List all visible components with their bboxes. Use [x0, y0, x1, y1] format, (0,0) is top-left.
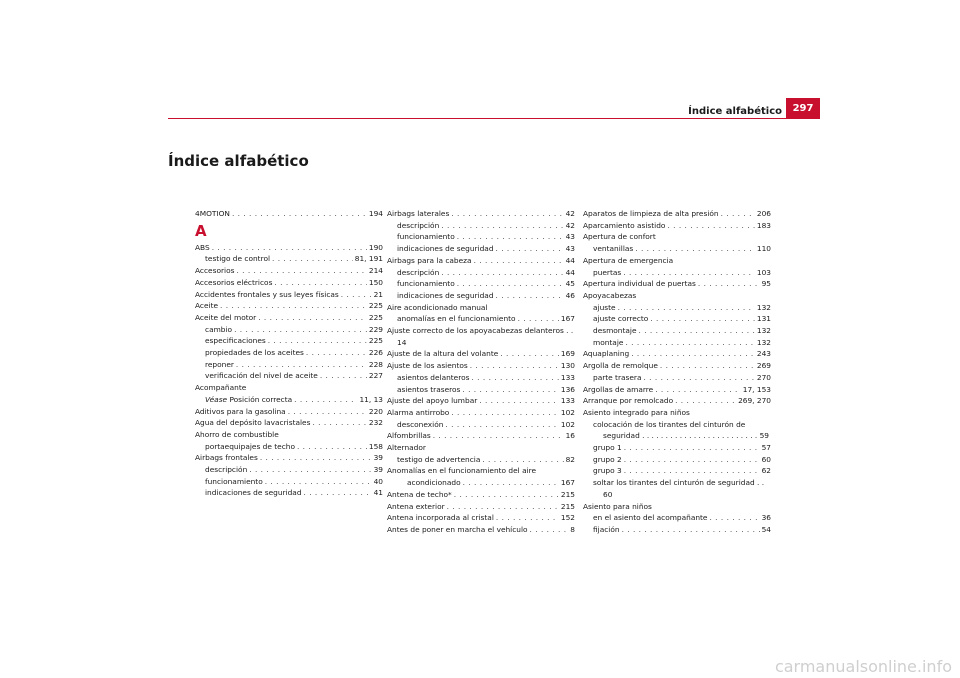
dot-leader [236, 359, 367, 371]
entry-page-ref: 16 [565, 431, 575, 441]
entry-text: fijación [593, 524, 620, 534]
entry-page-ref: 130 [560, 361, 575, 371]
entry-page-ref: 43 [565, 244, 575, 254]
dot-leader [297, 441, 367, 453]
index-entry [387, 430, 575, 442]
index-entry [583, 255, 771, 267]
index-entry [195, 429, 383, 441]
index-subentry [583, 465, 771, 477]
dot-leader [341, 289, 372, 301]
index-entry [387, 489, 575, 501]
index-entry [387, 407, 575, 419]
index-subentry [387, 243, 575, 255]
dot-leader [496, 290, 564, 302]
entry-page-ref: 57 [761, 443, 771, 453]
dot-leader [698, 278, 760, 290]
entry-text: Argollas de amarre [583, 384, 654, 394]
entry-page-ref: 269, 270 [738, 396, 771, 406]
entry-text: ajuste correcto [593, 314, 649, 324]
entry-page-ref: 169 [560, 349, 575, 359]
entry-text: Apertura de emergencia [583, 255, 674, 265]
index-entry [195, 208, 383, 220]
entry-text: Antena incorporada al cristal [387, 513, 494, 523]
index-entry [195, 452, 383, 464]
entry-text: Airbags para la cabeza [387, 255, 472, 265]
index-entry [387, 442, 575, 454]
entry-text: Accesorios [195, 266, 235, 276]
index-entry [583, 407, 771, 419]
entry-page-ref: 132 [756, 326, 771, 336]
dot-leader [304, 487, 372, 499]
dot-leader [643, 372, 754, 384]
dot-leader [496, 243, 564, 255]
dot-leader [306, 347, 367, 359]
entry-page-ref: 39 [373, 453, 383, 463]
index-subentry [583, 302, 771, 314]
entry-page-ref: 167 [560, 314, 575, 324]
index-entry [583, 231, 771, 243]
entry-text: en el asiento del acompañante [593, 513, 708, 523]
index-subentry [195, 253, 383, 265]
entry-text: portaequipajes de techo [205, 441, 295, 451]
dot-leader [234, 324, 367, 336]
entry-page-ref: 43 [565, 232, 575, 242]
index-entry [195, 289, 383, 301]
index-subentry [195, 370, 383, 382]
entry-page-ref: 225 [368, 312, 383, 322]
dot-leader [457, 231, 564, 243]
index-entry [583, 360, 771, 372]
entry-page-ref: 102 [560, 407, 575, 417]
index-subentry [387, 290, 575, 302]
entry-page-ref: 136 [560, 384, 575, 394]
index-entry [387, 302, 575, 314]
dot-leader [463, 477, 559, 489]
entry-page-ref: 11, 13 [359, 394, 383, 404]
entry-text: colocación de los tirantes del cinturón de seguridad [593, 419, 746, 441]
entry-text: montaje [593, 337, 624, 347]
index-subentry [195, 441, 383, 453]
dot-leader [709, 512, 759, 524]
entry-text: indicaciones de seguridad [397, 290, 494, 300]
dot-leader [288, 406, 367, 418]
entry-text: Aceite del motor [195, 312, 257, 322]
entry-text: grupo 2 [593, 454, 622, 464]
entry-text: ventanillas [593, 244, 634, 254]
entry-text: Acompañante [195, 383, 247, 393]
dot-leader [500, 348, 559, 360]
index-entry [583, 220, 771, 232]
footer-watermark: carmanualsonline.info [774, 657, 952, 676]
entry-text: Arranque por remolcado [583, 396, 674, 406]
entry-page-ref: 133 [560, 372, 575, 382]
running-header-title: Índice alfabético [688, 106, 782, 117]
index-subentry [387, 384, 575, 396]
entry-text: Aditivos para la gasolina [195, 406, 286, 416]
dot-leader [624, 442, 760, 454]
entry-text: Ajuste de los asientos [387, 361, 468, 371]
entry-text: Argolla de remolque [583, 361, 658, 371]
entry-text: soltar los tirantes del cinturón de seguridad . . 60 [593, 478, 765, 499]
index-subentry [583, 243, 771, 255]
dot-leader [470, 360, 559, 372]
index-subentry [583, 267, 771, 279]
index-column-3 [583, 208, 771, 536]
entry-page-ref: 227 [368, 371, 383, 381]
entry-page-ref: 54 [761, 524, 771, 534]
dot-leader [457, 278, 564, 290]
dot-leader [265, 476, 372, 488]
entry-text: funcionamiento [205, 476, 263, 486]
entry-page-ref: 131 [756, 314, 771, 324]
index-entry [195, 300, 383, 312]
page-number-badge: 297 [786, 98, 820, 119]
dot-leader [441, 267, 563, 279]
dot-leader [474, 255, 564, 267]
index-subentry [387, 231, 575, 243]
entry-text: Aquaplaning [583, 349, 630, 359]
dot-leader [451, 208, 563, 220]
entry-page-ref: 41 [373, 488, 383, 498]
entry-text: grupo 3 [593, 466, 622, 476]
entry-page-ref: 44 [565, 255, 575, 265]
dot-leader [530, 524, 569, 536]
entry-text: acondicionado [407, 478, 461, 488]
dot-leader [482, 454, 563, 466]
entry-text: descripción [205, 465, 248, 475]
entry-page-ref: 220 [368, 406, 383, 416]
index-subentry [195, 394, 383, 406]
entry-text: anomalías en el funcionamiento [397, 314, 516, 324]
dot-leader [433, 430, 564, 442]
entry-text: Apertura individual de puertas [583, 279, 696, 289]
index-entry [195, 242, 383, 254]
entry-page-ref: 270 [756, 372, 771, 382]
entry-page-ref: 40 [373, 476, 383, 486]
entry-text: Ajuste correcto de los apoyacabezas delanteros . . 14 [387, 326, 574, 347]
dot-leader [249, 464, 371, 476]
dot-leader [675, 395, 736, 407]
entry-text: Accesorios eléctricos [195, 277, 273, 287]
index-subentry [583, 419, 771, 442]
entry-page-ref: 226 [368, 348, 383, 358]
index-entry [195, 417, 383, 429]
index-subentry [387, 278, 575, 290]
dot-leader [639, 325, 755, 337]
dot-leader [667, 220, 754, 232]
entry-text: Alfombrillas [387, 431, 431, 441]
entry-page-ref: 8 [570, 524, 575, 534]
dot-leader [635, 243, 755, 255]
dot-leader [462, 384, 558, 396]
index-subentry [583, 313, 771, 325]
entry-page-ref: 133 [560, 396, 575, 406]
index-entry [583, 278, 771, 290]
dot-leader [624, 465, 760, 477]
entry-text: Anomalías en el funcionamiento del aire [387, 466, 537, 476]
index-entry [387, 208, 575, 220]
dot-leader [471, 372, 558, 384]
entry-page-ref: 21 [373, 289, 383, 299]
dot-leader [624, 454, 760, 466]
entry-page-ref: 194 [368, 209, 383, 218]
entry-text: puertas [593, 267, 622, 277]
index-letter-heading: A [195, 221, 207, 240]
index-subentry [387, 313, 575, 325]
dot-leader [496, 512, 559, 524]
index-subentry [195, 359, 383, 371]
entry-page-ref: 42 [565, 209, 575, 218]
index-entry [387, 501, 575, 513]
entry-text: Ajuste del apoyo lumbar [387, 396, 478, 406]
entry-page-ref: 17, 153 [742, 384, 771, 394]
index-subentry [387, 220, 575, 232]
dot-leader [479, 395, 559, 407]
entry-text: testigo de control [205, 254, 271, 264]
entry-text: Aceite [195, 301, 219, 311]
dot-leader [268, 335, 367, 347]
entry-text: Airbags frontales [195, 453, 258, 463]
entry-page-ref: 39 [373, 465, 383, 475]
dot-leader [445, 419, 558, 431]
entry-text: Agua del depósito lavacristales [195, 418, 311, 428]
dot-leader [274, 277, 366, 289]
entry-page-ref: 102 [560, 419, 575, 429]
dot-leader [258, 312, 367, 324]
dot-leader [260, 452, 372, 464]
dot-leader [655, 384, 741, 396]
entry-text: asientos delanteros [397, 372, 470, 382]
entry-page-ref: 158 [368, 441, 383, 451]
entry-page-ref: 214 [368, 266, 383, 276]
index-entry [583, 384, 771, 396]
dot-leader [212, 242, 367, 254]
index-subentry [583, 372, 771, 384]
dot-leader [721, 208, 755, 220]
index-subentry [583, 442, 771, 454]
dot-leader [447, 501, 559, 513]
entry-text: parte trasera [593, 372, 642, 382]
entry-page-ref: 44 [565, 267, 575, 277]
index-subentry [195, 347, 383, 359]
index-subentry [583, 337, 771, 349]
dot-leader [622, 524, 760, 536]
entry-page-ref: 167 [560, 478, 575, 488]
index-entry [387, 348, 575, 360]
entry-page-ref: 45 [565, 279, 575, 289]
entry-text: desconexión [397, 419, 444, 429]
entry-text: Apoyacabezas [583, 290, 637, 300]
see-reference-prefix: Véase [205, 394, 228, 404]
index-subentry [387, 477, 575, 489]
index-entry [387, 255, 575, 267]
index-subentry [583, 524, 771, 536]
entry-text: Aparcamiento asistido [583, 220, 666, 230]
entry-page-ref: 215 [560, 501, 575, 511]
dot-leader [236, 265, 366, 277]
index-subentry [387, 267, 575, 279]
entry-page-ref: 132 [756, 302, 771, 312]
entry-text: desmontaje [593, 326, 637, 336]
entry-text: Accidentes frontales y sus leyes físicas [195, 289, 339, 299]
index-entry [387, 395, 575, 407]
dot-leader [441, 220, 563, 232]
entry-page-ref: 232 [368, 418, 383, 428]
entry-text: Asiento para niños [583, 501, 652, 511]
entry-text: funcionamiento [397, 232, 455, 242]
entry-text: Alarma antirrobo [387, 407, 450, 417]
index-entry [195, 277, 383, 289]
entry-page-ref: 150 [368, 277, 383, 287]
dot-leader [625, 337, 754, 349]
entry-page-ref: 183 [756, 220, 771, 230]
index-subentry [583, 512, 771, 524]
entry-page-ref: 132 [756, 337, 771, 347]
index-entry [387, 465, 575, 477]
dot-leader [294, 394, 357, 406]
entry-page-ref: 269 [756, 361, 771, 371]
entry-text: Ahorro de combustible [195, 429, 279, 439]
entry-page-ref: 229 [368, 324, 383, 334]
entry-page-ref: 81, 191 [354, 254, 383, 264]
entry-text: reponer [205, 359, 234, 369]
entry-page-ref: 103 [756, 267, 771, 277]
index-subentry [195, 464, 383, 476]
index-subentry [195, 324, 383, 336]
entry-text: Antena de techo* [387, 489, 452, 499]
dot-leader: . . . . . . . . . . . . . . . . . . . . . . . . . [639, 431, 760, 441]
dot-leader [312, 417, 366, 429]
dot-leader [320, 370, 367, 382]
dot-leader [618, 302, 755, 314]
entry-text: Alternador [387, 443, 426, 453]
entry-page-ref: 225 [368, 336, 383, 346]
dot-leader [232, 208, 367, 220]
dot-leader [454, 489, 559, 501]
entry-page-ref: 243 [756, 349, 771, 359]
entry-page-ref: 110 [756, 244, 771, 254]
entry-text: verificación del nivel de aceite [205, 371, 318, 381]
index-subentry [387, 454, 575, 466]
entry-text: Aire acondicionado manual [387, 302, 488, 312]
index-entry [195, 265, 383, 277]
entry-text: asientos traseros [397, 384, 461, 394]
entry-text: descripción [397, 220, 440, 230]
entry-page-ref: 206 [756, 209, 771, 218]
entry-text: ajuste [593, 302, 616, 312]
entry-text: Antes de poner en marcha el vehículo [387, 524, 528, 534]
entry-text: funcionamiento [397, 279, 455, 289]
entry-page-ref: 228 [368, 359, 383, 369]
dot-leader [660, 360, 755, 372]
entry-page-ref: 42 [565, 220, 575, 230]
entry-text: Ajuste de la altura del volante [387, 349, 499, 359]
entry-text: especificaciones [205, 336, 266, 346]
index-entry [195, 406, 383, 418]
index-subentry [387, 419, 575, 431]
dot-leader [623, 267, 755, 279]
dot-leader [272, 253, 353, 265]
index-entry [195, 312, 383, 324]
index-subentry [387, 372, 575, 384]
entry-text: Asiento integrado para niños [583, 407, 690, 417]
entry-text [205, 394, 292, 406]
entry-text-rest: Posición correcta [227, 394, 293, 404]
entry-text: propiedades de los aceites [205, 348, 304, 358]
entry-text: Aparatos de limpieza de alta presión [583, 209, 719, 218]
entry-page-ref: 59 [759, 431, 770, 441]
dot-leader [650, 313, 755, 325]
index-entry [387, 524, 575, 536]
entry-page-ref: 46 [565, 290, 575, 300]
entry-text: Airbags laterales [387, 209, 450, 218]
entry-page-ref: 225 [368, 301, 383, 311]
entry-page-ref: 95 [761, 279, 771, 289]
index-title: Índice alfabético [168, 152, 309, 170]
entry-text: 4MOTION [195, 209, 230, 218]
index-entry [583, 208, 771, 220]
index-column-2 [387, 208, 575, 536]
header-divider [168, 118, 820, 119]
dot-leader [518, 313, 559, 325]
entry-text: testigo de advertencia [397, 454, 481, 464]
entry-text: indicaciones de seguridad [397, 244, 494, 254]
entry-page-ref: 215 [560, 489, 575, 499]
index-entry [387, 360, 575, 372]
index-entry [387, 325, 575, 348]
index-entry [583, 290, 771, 302]
dot-leader [451, 407, 559, 419]
entry-text: Apertura de confort [583, 232, 656, 242]
index-subentry [583, 325, 771, 337]
index-entry [583, 348, 771, 360]
entry-page-ref: 36 [761, 513, 771, 523]
entry-text: grupo 1 [593, 443, 622, 453]
dot-leader [631, 348, 755, 360]
entry-page-ref: 60 [761, 454, 771, 464]
index-subentry [195, 476, 383, 488]
entry-page-ref: 82 [565, 454, 575, 464]
entry-text: descripción [397, 267, 440, 277]
entry-text: cambio [205, 324, 233, 334]
index-entry [583, 395, 771, 407]
index-entry [387, 512, 575, 524]
entry-page-ref: 152 [560, 513, 575, 523]
index-subentry [583, 454, 771, 466]
index-subentry [195, 335, 383, 347]
entry-text: indicaciones de seguridad [205, 488, 302, 498]
entry-page-ref: 62 [761, 466, 771, 476]
index-entry [195, 382, 383, 394]
entry-text: Antena exterior [387, 501, 445, 511]
entry-page-ref: 190 [368, 242, 383, 252]
entry-text: ABS [195, 242, 210, 252]
index-entry [583, 501, 771, 513]
index-column-1 [195, 208, 383, 499]
index-subentry [195, 487, 383, 499]
index-subentry [583, 477, 771, 500]
dot-leader [220, 300, 367, 312]
